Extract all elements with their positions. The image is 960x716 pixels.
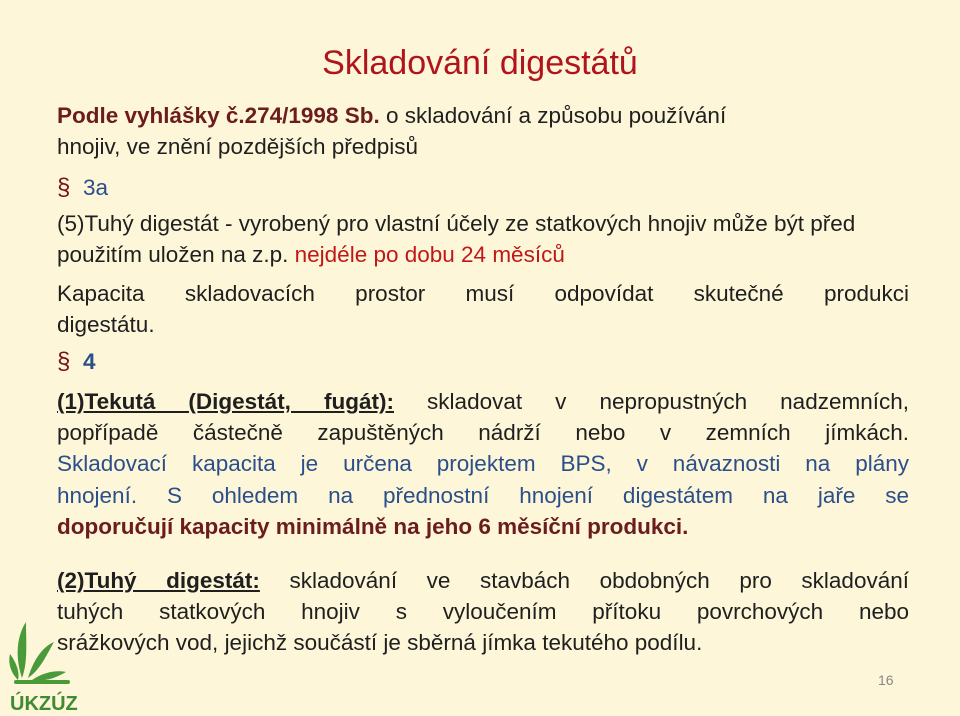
solid-line-3: srážkových vod, jejichž součástí je sběrná jímka tekutého podílu. [57, 630, 703, 655]
intro-line-2: hnojiv, ve znění pozdějších předpisů [57, 134, 419, 159]
wheat-icon [9, 622, 70, 684]
page-number: 16 [878, 672, 894, 688]
section-symbol-icon: § [57, 174, 71, 201]
liquid-line-2: popřípadě částečně zapuštěných nádrží nebo v zemních jímkách. [57, 420, 909, 445]
para-3a-text: (5)Tuhý digestát - vyrobený pro vlastní účely ze statkových hnojiv může být před použitím uložen na z.p. [57, 211, 856, 267]
solid-label: (2)Tuhý digestát: [57, 568, 260, 593]
ukzuz-logo [4, 614, 124, 714]
para-3a [57, 208, 909, 270]
liquid-line-5: doporučují kapacity minimálně na jeho 6 měsíční produkci. [57, 514, 689, 539]
slide-title: Skladování digestátů [322, 44, 638, 82]
intro-decree: Podle vyhlášky č.274/1998 Sb. [57, 103, 380, 128]
liquid-line-4: hnojení. S ohledem na přednostní hnojení digestátem na jaře se [57, 483, 909, 508]
liquid-line-1 [57, 386, 909, 417]
section-4-heading [57, 346, 909, 377]
liquid-line-3: Skladovací kapacita je určena projektem BPS, v návaznosti na plány [57, 451, 909, 476]
capacity-line-2: digestátu. [57, 312, 155, 337]
section-4-label: 4 [83, 349, 96, 374]
capacity-line-1: Kapacita skladovacích prostor musí odpovídat skutečné produkci [57, 281, 909, 306]
section-3a-label: 3a [83, 175, 109, 200]
para-3a-storage-period: nejdéle po dobu 24 měsíců [288, 242, 565, 267]
intro-line-1 [57, 100, 909, 131]
logo-text: ÚKZÚZ [10, 693, 78, 714]
solid-line-2: tuhých statkových hnojiv s vyloučením přítoku povrchových nebo [57, 599, 909, 624]
intro-decree-rest: o skladování a způsobu používání [379, 103, 727, 128]
liquid-line-1-rest: skladovat v nepropustných nadzemních, [393, 389, 909, 414]
liquid-label: (1)Tekutá (Digestát, fugát): [57, 389, 394, 414]
solid-line-1-rest: skladování ve stavbách obdobných pro skladování [259, 568, 909, 593]
section-symbol-icon: § [57, 348, 71, 375]
section-3a-heading [57, 172, 909, 203]
solid-line-1 [57, 565, 909, 596]
